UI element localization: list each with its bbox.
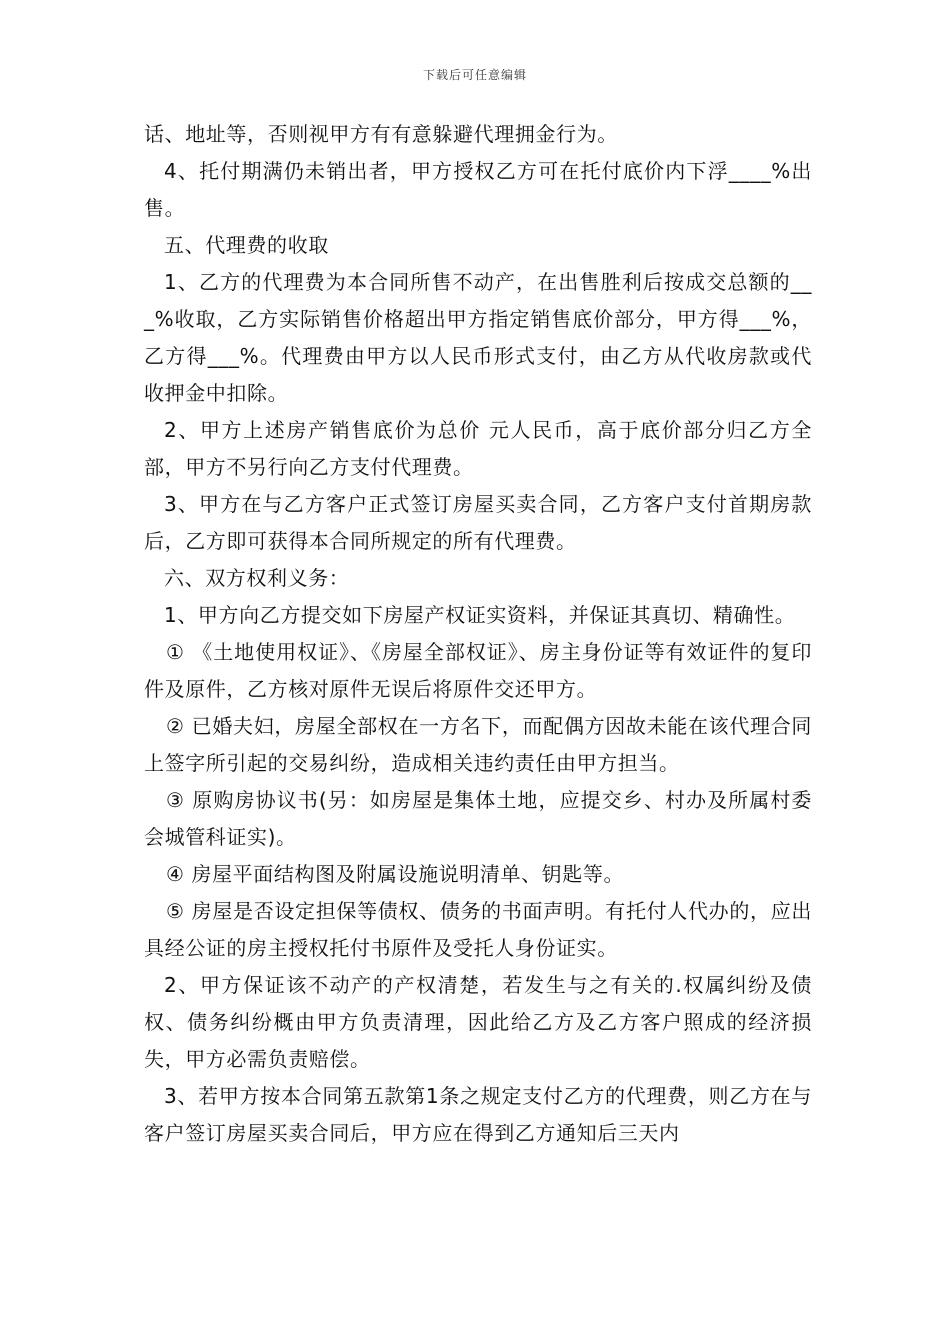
list-item: ④ 房屋平面结构图及附属设施说明清单、钥匙等。: [166, 862, 625, 886]
list-item: ② 已婚夫妇，房屋全部权在一方名下，而配偶方因故未能在该代理合同上签字所引起的交易纠纷，造成相关违约责任由甲方担当。: [144, 714, 812, 775]
list-item: ① 《土地使用权证》、《房屋全部权证》、房主身份证等有效证件的复印件及原件，乙方核对原件无误后将原件交还甲方。: [144, 640, 812, 701]
paragraph: 4、托付期满仍未销出者，甲方授权乙方可在托付底价内下浮____%出售。: [144, 159, 812, 220]
section-heading: 六、双方权利义务：: [164, 566, 350, 590]
paragraph: 3、甲方在与乙方客户正式签订房屋买卖合同，乙方客户支付首期房款后，乙方即可获得本合同所规定的所有代理费。: [144, 492, 812, 553]
paragraph: 1、甲方向乙方提交如下房屋产权证实资料，并保证其真切、精确性。: [164, 603, 796, 627]
list-item: ⑤ 房屋是否设定担保等债权、债务的书面声明。有托付人代办的，应出具经公证的房主授权托付书原件及受托人身份证实。: [144, 899, 812, 960]
page-header: 下载后可任意编辑: [422, 68, 527, 82]
paragraph: 1、乙方的代理费为本合同所售不动产，在出售胜利后按成交总额的___%收取，乙方实际销售价格超出甲方指定销售底价部分，甲方得___%，乙方得___%。代理费由甲方以人民币形式支付，由乙方从代收房款或代收押金中扣除。: [144, 270, 812, 405]
paragraph: 2、甲方上述房产销售底价为总价 元人民币，高于底价部分归乙方全部，甲方不另行向乙方支付代理费。: [144, 418, 812, 479]
document-body: [144, 116, 812, 1152]
paragraph: 2、甲方保证该不动产的产权清楚，若发生与之有关的.权属纠纷及债权、债务纠纷概由甲方负责清理，因此给乙方及乙方客户照成的经济损失，甲方必需负责赔偿。: [144, 973, 812, 1071]
paragraph: 3、若甲方按本合同第五款第1条之规定支付乙方的代理费，则乙方在与客户签订房屋买卖合同后，甲方应在得到乙方通知后三天内: [144, 1084, 812, 1145]
list-item: ③ 原购房协议书(另：如房屋是集体土地，应提交乡、村办及所属村委会城管科证实)。: [144, 788, 812, 849]
paragraph: 话、地址等，否则视甲方有有意躲避代理拥金行为。: [144, 122, 618, 146]
section-heading: 五、代理费的收取: [164, 233, 329, 257]
